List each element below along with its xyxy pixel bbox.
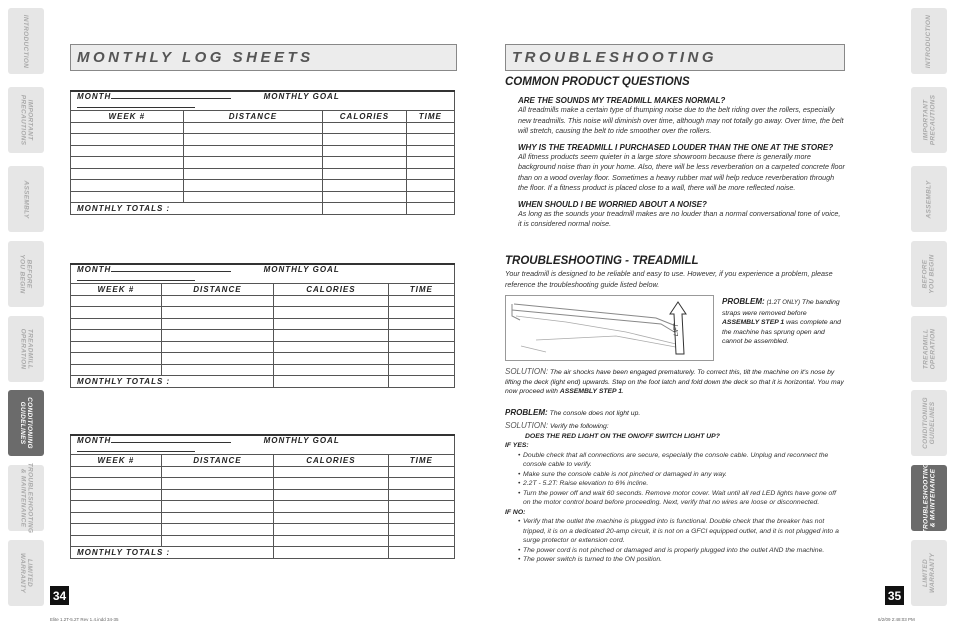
table-row	[71, 168, 455, 180]
month-field[interactable]	[111, 265, 231, 272]
section-heading: COMMON PRODUCT QUESTIONS	[505, 76, 690, 88]
tab-important-precautions[interactable]: IMPORTANT PRECAUTIONS	[911, 87, 947, 153]
list-item: • Turn the power off and wait 60 seconds. Remove motor cover. Wait until all red LED lights have gone off on the motor control board before proceeding. Next, verify that no wires are loose or disconnected.	[505, 489, 845, 508]
tab-troubleshooting[interactable]: TROUBLESHOOTING & MAINTENANCE	[8, 465, 44, 531]
column-header: DISTANCE	[183, 111, 323, 123]
column-header: CALORIES	[323, 111, 406, 123]
totals-label: MONTHLY TOTALS :	[71, 203, 323, 215]
tab-limited-warranty[interactable]: LIMITED WARRANTY	[8, 540, 44, 606]
goal-field[interactable]	[77, 101, 195, 108]
table-row	[71, 122, 455, 134]
column-header: DISTANCE	[161, 284, 274, 296]
footer-file: Elite 1.2T-5.2T Rev 1.4.indd 34-35	[50, 617, 119, 622]
month-label: MONTH	[77, 92, 112, 101]
column-header: WEEK #	[71, 455, 162, 467]
tab-before-you-begin[interactable]: BEFORE YOU BEGIN	[8, 241, 44, 307]
problem-1: PROBLEM: (1.2T ONLY) The banding straps were removed before ASSEMBLY STEP 1 was complete and the machine has sprung open and cannot be assembled.	[722, 297, 841, 345]
table-row	[71, 478, 455, 490]
goal-label: MONTHLY GOAL	[263, 92, 340, 101]
if-yes-label: IF YES:	[505, 442, 529, 449]
tab-introduction[interactable]: INTRODUCTION	[8, 8, 44, 74]
if-no-label: IF NO:	[505, 508, 526, 516]
log-table	[70, 434, 455, 559]
yes-list	[505, 451, 845, 508]
table-row	[71, 145, 455, 157]
goal-label: MONTHLY GOAL	[263, 265, 340, 274]
column-header: TIME	[406, 111, 454, 123]
goal-field[interactable]	[77, 445, 195, 452]
light-question: DOES THE RED LIGHT ON THE ON/OFF SWITCH LIGHT UP?	[525, 432, 720, 440]
tab-important-precautions[interactable]: IMPORTANT PRECAUTIONS	[8, 87, 44, 153]
table-row	[71, 191, 455, 203]
column-header: TIME	[388, 284, 454, 296]
treadmill-illustration	[505, 295, 714, 361]
table-row	[71, 364, 455, 376]
table-row	[71, 466, 455, 478]
list-item: • Verify that the outlet the machine is plugged into is functional. Double check that the breaker has not tripped, it is on a dedicated 20-amp circuit, it is not on a GFCI equipped outlet, and it is not plugged into a surge protector or extension cord.	[505, 517, 845, 546]
column-header: TIME	[388, 455, 454, 467]
month-label: MONTH	[77, 265, 112, 274]
column-header: CALORIES	[274, 284, 388, 296]
no-list	[505, 517, 845, 565]
table-row	[71, 180, 455, 192]
tab-limited-warranty[interactable]: LIMITED WARRANTY	[911, 540, 947, 606]
page-number: 35	[885, 586, 904, 605]
tab-conditioning-guidelines[interactable]: CONDITIONING GUIDELINES	[8, 390, 44, 456]
troubleshooting-intro	[505, 255, 845, 290]
month-field[interactable]	[111, 436, 231, 443]
table-row	[71, 330, 455, 342]
table-row	[71, 134, 455, 146]
list-item: • Make sure the console cable is not pinched or damaged in any way.	[505, 470, 845, 480]
intro-text: Your treadmill is designed to be reliable and easy to use. However, if you experience a problem, please reference the troubleshooting guide listed below.	[505, 269, 833, 289]
month-field[interactable]	[111, 92, 231, 99]
question: WHEN SHOULD I BE WORRIED ABOUT A NOISE?	[518, 199, 707, 209]
table-row	[71, 512, 455, 524]
answer: As long as the sounds your treadmill makes are no louder than a normal conversational tone of voice, it is considered normal noise.	[518, 208, 841, 228]
tab-treadmill-operation[interactable]: TREADMILL OPERATION	[8, 316, 44, 382]
table-row	[71, 524, 455, 536]
log-table	[70, 263, 455, 388]
section-heading: TROUBLESHOOTING - TREADMILL	[505, 255, 699, 267]
treadmill-drawing	[506, 296, 713, 360]
table-row	[71, 307, 455, 319]
table-row	[71, 157, 455, 169]
solution-1: SOLUTION: The air shocks have been engaged prematurely. To correct this, tilt the machine on it's nose by lifting the deck (light end) upwards. Step on the foot latch and fold down the deck so that it is horizontal. You may now proceed with ASSEMBLY STEP 1.	[505, 367, 844, 395]
list-item: • The power cord is not pinched or damaged and is properly plugged into the outlet AND the machine.	[505, 546, 845, 556]
question: ARE THE SOUNDS MY TREADMILL MAKES NORMAL?	[518, 96, 726, 105]
goal-field[interactable]	[77, 274, 195, 281]
list-item: • The power switch is turned to the ON position.	[505, 555, 845, 565]
tab-troubleshooting[interactable]: TROUBLESHOOTING & MAINTENANCE	[911, 465, 947, 531]
answer: All treadmills make a certain type of thumping noise due to the belt riding over the rollers, especially new treadmills. This noise will diminish over time, although may not totally go away. Over time, the belt will stretch, causing the belt to ride smoother over the rollers.	[518, 105, 844, 135]
problem-2: PROBLEM: The console does not light up.	[505, 408, 641, 417]
question: WHY IS THE TREADMILL I PURCHASED LOUDER THAN THE ONE AT THE STORE?	[518, 142, 834, 152]
page-number: 34	[50, 586, 69, 605]
table-row	[71, 501, 455, 513]
totals-label: MONTHLY TOTALS :	[71, 376, 274, 388]
faq-section	[505, 76, 845, 230]
log-table	[70, 90, 455, 215]
list-item: • 2.2T - 5.2T: Raise elevation to 6% incline.	[505, 479, 845, 489]
solution-2: SOLUTION: Verify the following: DOES THE RED LIGHT ON THE ON/OFF SWITCH LIGHT UP? IF YES: • Double check that all connections are secure, especially the console cable. Unplug and reconnect the console cable to verify. • Make sure the console cable is not pinched or damaged in any way. • 2.2T - 5.2T: Raise elevation to 6% incline. • Turn the power off and wait 60 seconds. Remove motor cover. Wait until all red LED lights have gone off on the motor control board before proceeding. Next, verify that no wires are loose or disconnected. IF NO: • Verify that the outlet the machine is plugged into is functional. Double check that the breaker has not tripped, it is on a dedicated 20-amp circuit, it is not on a GFCI equipped outlet, and it is not plugged into a surge protector or extension cord. • The power cord is not pinched or damaged and is properly plugged into the outlet AND the machine. • The power switch is turned to the ON position.	[505, 421, 845, 565]
page-title: MONTHLY LOG SHEETS	[70, 44, 457, 71]
tab-before-you-begin[interactable]: BEFORE YOU BEGIN	[911, 241, 947, 307]
table-row	[71, 295, 455, 307]
tab-introduction[interactable]: INTRODUCTION	[911, 8, 947, 74]
goal-label: MONTHLY GOAL	[263, 436, 340, 445]
tab-assembly[interactable]: ASSEMBLY	[911, 166, 947, 232]
table-row	[71, 489, 455, 501]
page-title: TROUBLESHOOTING	[505, 44, 845, 71]
column-header: DISTANCE	[161, 455, 274, 467]
table-row	[71, 341, 455, 353]
table-row	[71, 535, 455, 547]
answer: All fitness products seem quieter in a large store showroom because there is generally more background noise than in your home. Also, there will be less reverberation on a carpeted concrete floor than on a wood overlay floor. Sometimes a heavy rubber mat will help reduce reverberation through the floor. If a fitness product is placed close to a wall, there will be more reflected noise.	[518, 151, 845, 192]
column-header: WEEK #	[71, 111, 184, 123]
lift-label: LIFT	[674, 323, 680, 336]
tab-treadmill-operation[interactable]: TREADMILL OPERATION	[911, 316, 947, 382]
tab-assembly[interactable]: ASSEMBLY	[8, 166, 44, 232]
list-item: • Double check that all connections are secure, especially the console cable. Unplug and reconnect the console cable to verify.	[505, 451, 845, 470]
month-label: MONTH	[77, 436, 112, 445]
tab-conditioning-guidelines[interactable]: CONDITIONING GUIDELINES	[911, 390, 947, 456]
totals-label: MONTHLY TOTALS :	[71, 547, 274, 559]
column-header: WEEK #	[71, 284, 162, 296]
table-row	[71, 353, 455, 365]
footer-timestamp: 6/2/09 2:48:03 PM	[878, 617, 915, 622]
table-row	[71, 318, 455, 330]
column-header: CALORIES	[274, 455, 388, 467]
